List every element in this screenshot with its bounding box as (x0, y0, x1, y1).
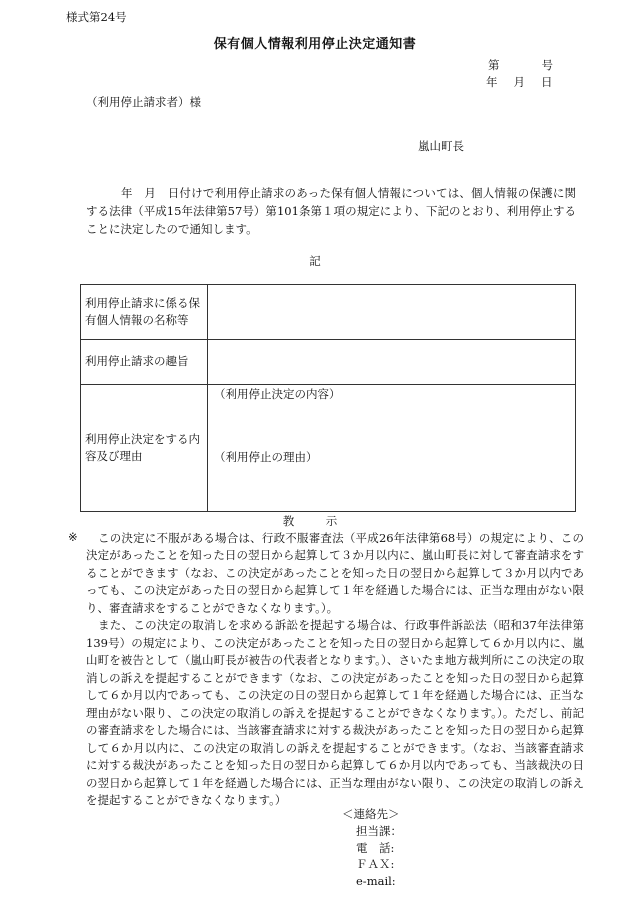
row1-label: 利用停止請求に係る保有個人情報の名称等 (81, 285, 208, 340)
table-row (81, 385, 576, 512)
ki-heading: 記 (309, 254, 321, 268)
body-text: 年 月 日付けで利用停止請求のあった保有個人情報については、個人情報の保護に関する法律（平成15年法律第57号）第101条第１項の規定により、下記のとおり、利用停止することに決定したので通知します。 (86, 186, 576, 236)
recipient: （利用停止請求者）様 (86, 95, 201, 109)
form-number: 様式第24号 (66, 10, 127, 24)
contact-phone: 電 話: (356, 840, 395, 855)
row3-label: 利用停止決定をする内容及び理由 (81, 385, 208, 512)
issuer: 嵐山町長 (418, 139, 464, 153)
notice-heading: 教 示 (282, 514, 348, 528)
date-day: 日 (541, 75, 553, 89)
document-number-prefix: 第 (488, 58, 500, 72)
notice-paragraph-1: この決定に不服がある場合は、行政不服審査法（平成26年法律第68号）の規定により、この決定があったことを知った日の翌日から起算して３か月以内に、嵐山町長に対して審査請求をすることができます（なお、この決定があったことを知った日の翌日から起算して３か月以内であっても、この決定があった日の翌日から起算して１年を経過した場合には、正当な理由がない限り、審査請求をすることができなくなります。）。 (86, 531, 584, 615)
decision-reason-label: （利用停止の理由） (214, 450, 318, 464)
document-number (488, 58, 553, 74)
notice-mark: ※ (68, 530, 78, 544)
contact-heading: ＜連絡先＞ (342, 807, 400, 821)
notice-paragraph-2: また、この決定の取消しを求める訴訟を提起する場合は、行政事件訴訟法（昭和37年法律第139号）の規定により、この決定があったことを知った日の翌日から起算して６か月以内に、嵐山町を被告として（嵐山町長が被告の代表者となります。）、さいたま地方裁判所にこの決定の取消しの訴えを提起することができます（なお、この決定があったことを知った日の翌日から起算して６か月以内であっても、この決定の日の翌日から起算して１年を経過した場合には、正当な理由がない限り、この決定の取消しの訴えを提起することができなくなります。）。ただし、前記の審査請求をした場合には、当該審査請求に対する裁決があったことを知った日の翌日から起算して６か月以内に、この決定の取消しの訴えを提起することができます。（なお、当該審査請求に対する裁決があったことを知った日の翌日から起算して６か月以内であっても、当該裁決の日の翌日から起算して１年を経過した場合には、正当な理由がない限り、この決定の取消しの訴えを提起することができなくなります。） (86, 618, 584, 808)
table-row (81, 285, 576, 340)
notice-text (86, 530, 584, 810)
date-year: 年 (486, 75, 498, 89)
date-month: 月 (513, 75, 525, 89)
document-number-suffix: 号 (541, 58, 553, 72)
contact-fax: ＦＡＸ: (356, 857, 395, 872)
row2-value (208, 340, 576, 385)
document-date (486, 75, 553, 91)
decision-content-label: （利用停止決定の内容） (214, 387, 341, 401)
decision-table (80, 284, 576, 512)
row3-value (208, 385, 576, 512)
row2-label: 利用停止請求の趣旨 (81, 340, 208, 385)
contact-department: 担当課： (356, 823, 402, 838)
document-title: 保有個人情報利用停止決定通知書 (213, 37, 417, 52)
row1-value (208, 285, 576, 340)
table-row (81, 340, 576, 385)
contact-email: e-mail: (356, 874, 396, 889)
contact-block (342, 806, 402, 890)
